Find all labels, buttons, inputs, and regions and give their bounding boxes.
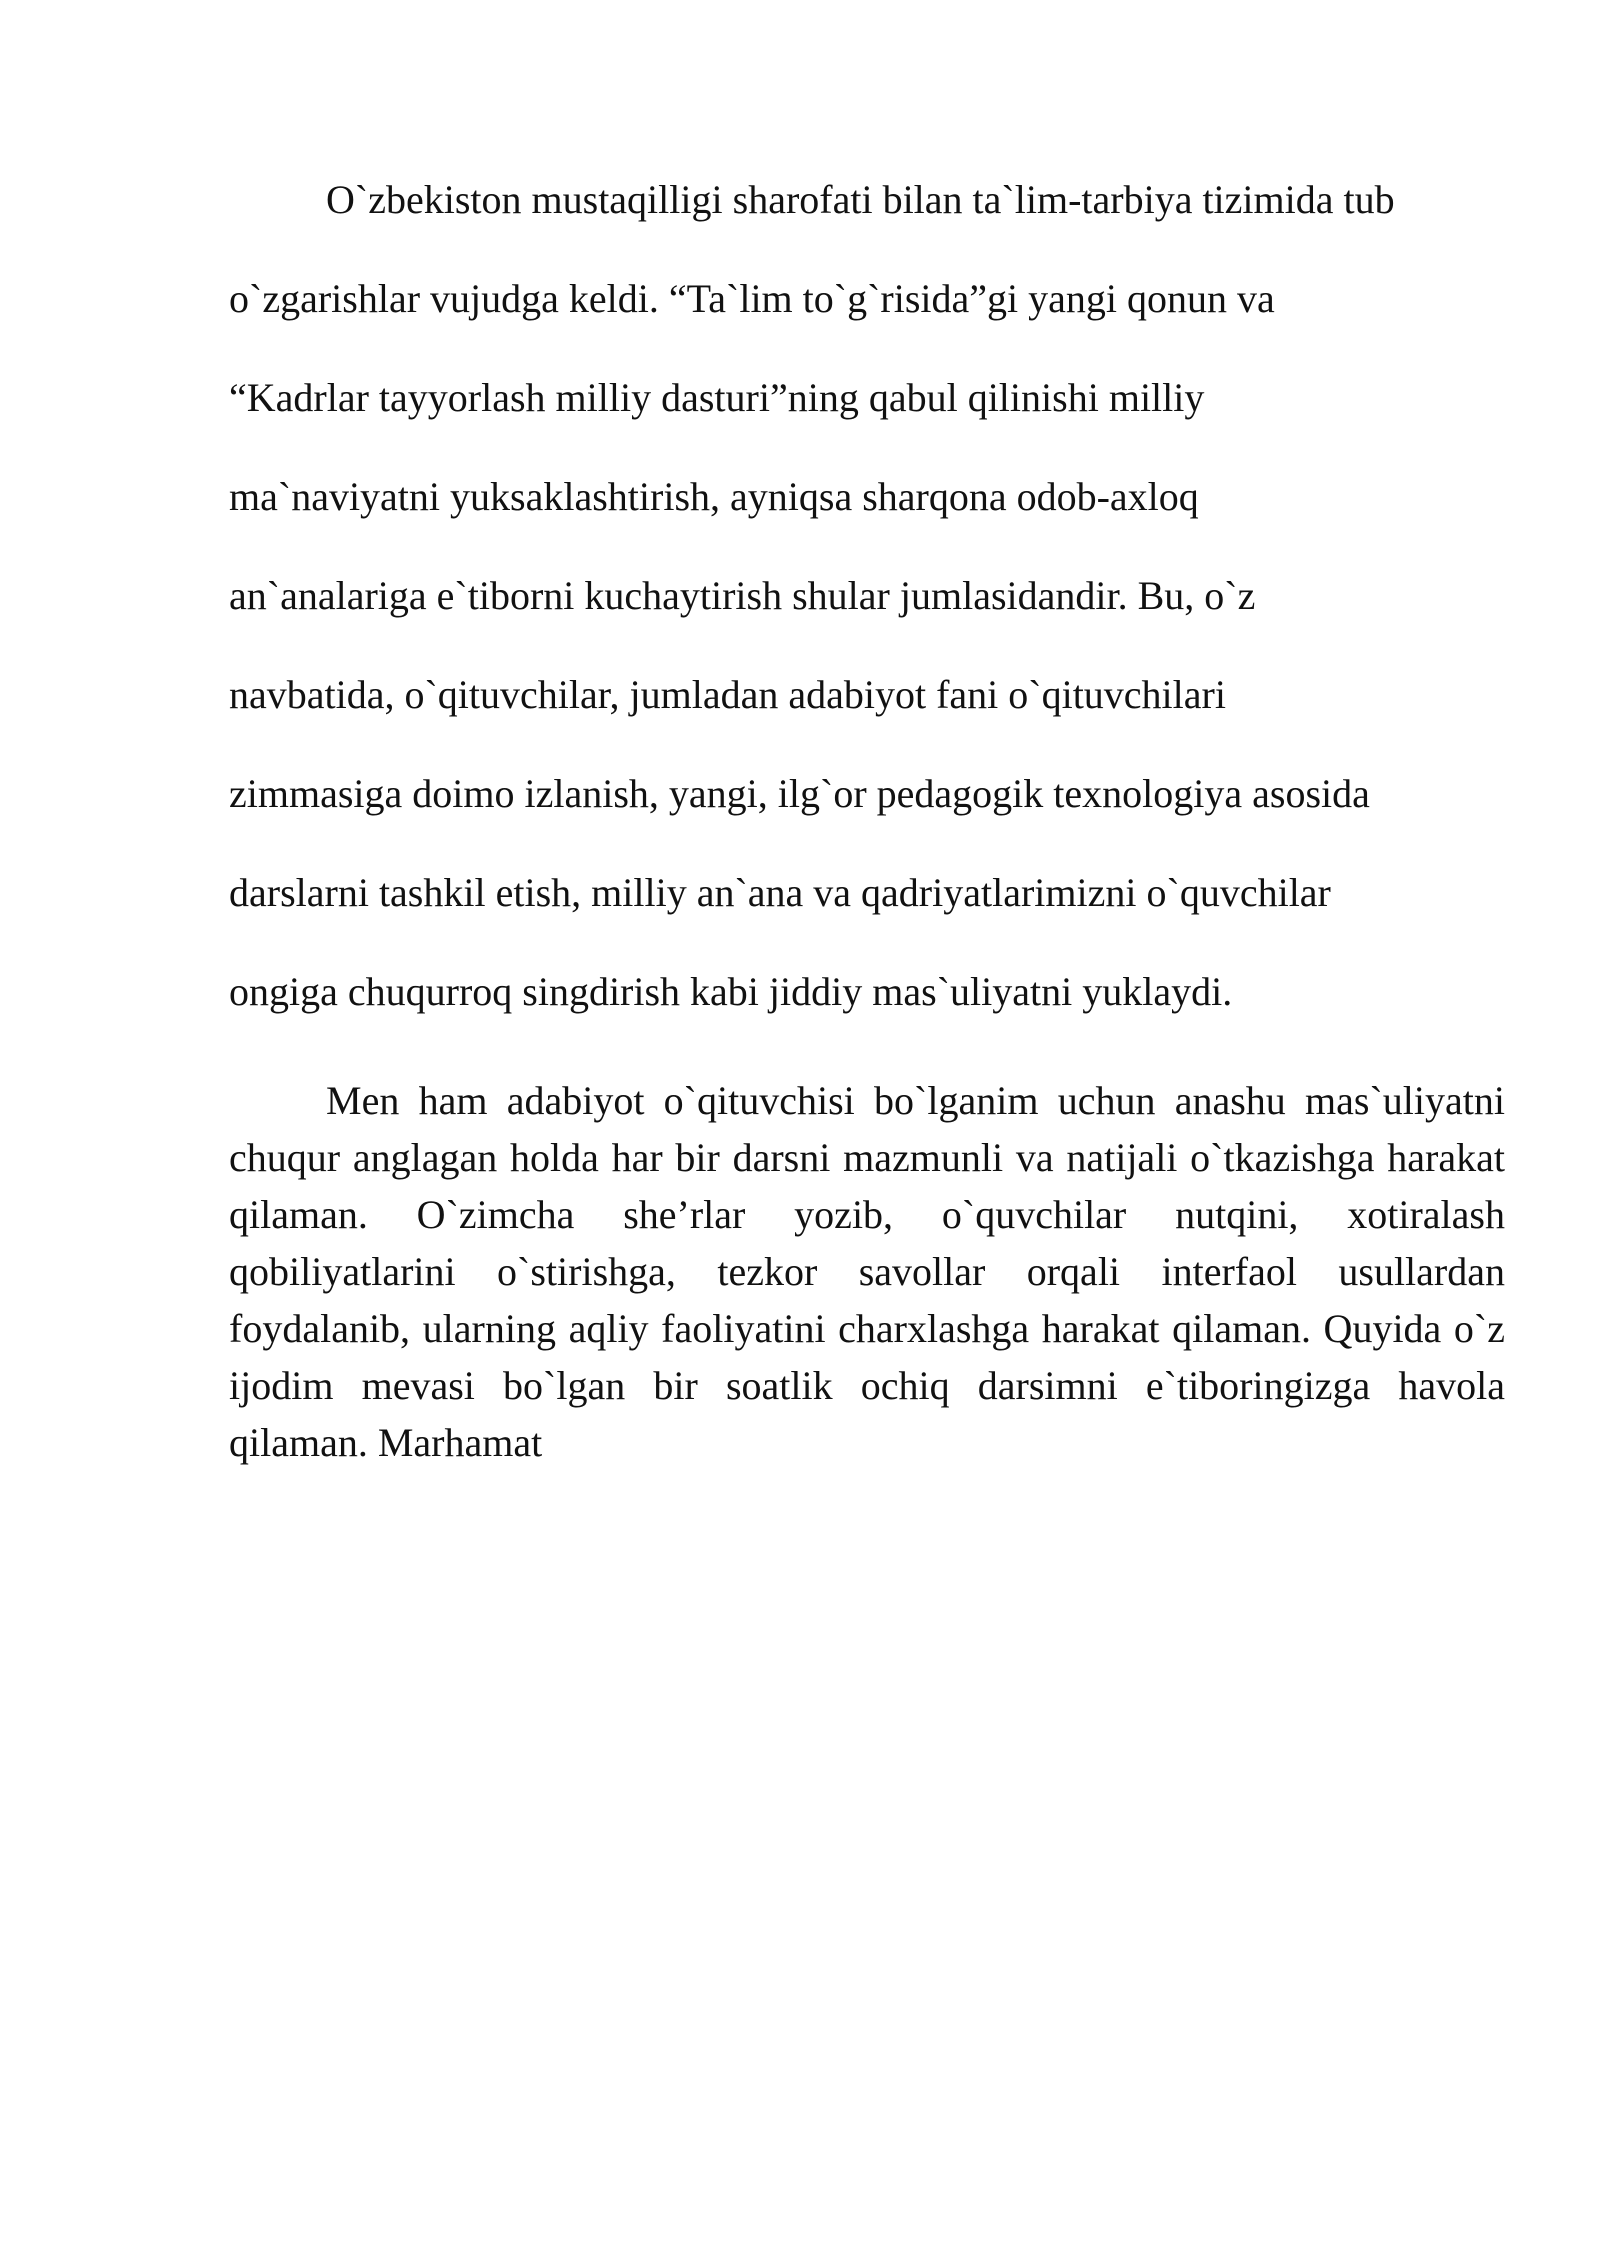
paragraph-line: o`zgarishlar vujudga keldi. “Ta`lim to`g`risida”gi yangi qonun va bbox=[229, 276, 1275, 321]
paragraph-teacher-statement: Men ham adabiyot o`qituvchisi bo`lganim uchun anashu mas`uliyatni chuqur anglagan holda har bir darsni mazmunli va natijali o`tkazishga harakat qilaman. O`zimcha she’rlar yozib, o`quvchilar nutqini, xotiralash qobiliyatlarini o`stirishga, tezkor savollar orqali interfaol usullardan foydalanib, ularning aqliy faoliyatini charxlashga harakat qilaman. Quyida o`z ijodim mevasi bo`lgan bir soatlik ochiq darsimni e`tiboringizga havola qilaman. Marhamat bbox=[229, 1078, 1505, 1465]
paragraph-line: zimmasiga doimo izlanish, yangi, ilg`or pedagogik texnologiya asosida bbox=[229, 771, 1370, 816]
paragraph-intro bbox=[229, 150, 1509, 1041]
paragraph-line: an`analariga e`tiborni kuchaytirish shular jumlasidandir. Bu, o`z bbox=[229, 573, 1256, 618]
paragraph-line: “Kadrlar tayyorlash milliy dasturi”ning qabul qilinishi milliy bbox=[229, 375, 1205, 420]
paragraph-line: ma`naviyatni yuksaklashtirish, ayniqsa sharqona odob-axloq bbox=[229, 474, 1199, 519]
paragraph-line: ongiga chuqurroq singdirish kabi jiddiy mas`uliyatni yuklaydi. bbox=[229, 969, 1233, 1014]
paragraph-line: O`zbekiston mustaqilligi sharofati bilan ta`lim-tarbiya tizimida tub bbox=[326, 177, 1395, 222]
paragraph-line: darslarni tashkil etish, milliy an`ana va qadriyatlarimizni o`quvchilar bbox=[229, 870, 1331, 915]
paragraph-line: navbatida, o`qituvchilar, jumladan adabiyot fani o`qituvchilari bbox=[229, 672, 1226, 717]
